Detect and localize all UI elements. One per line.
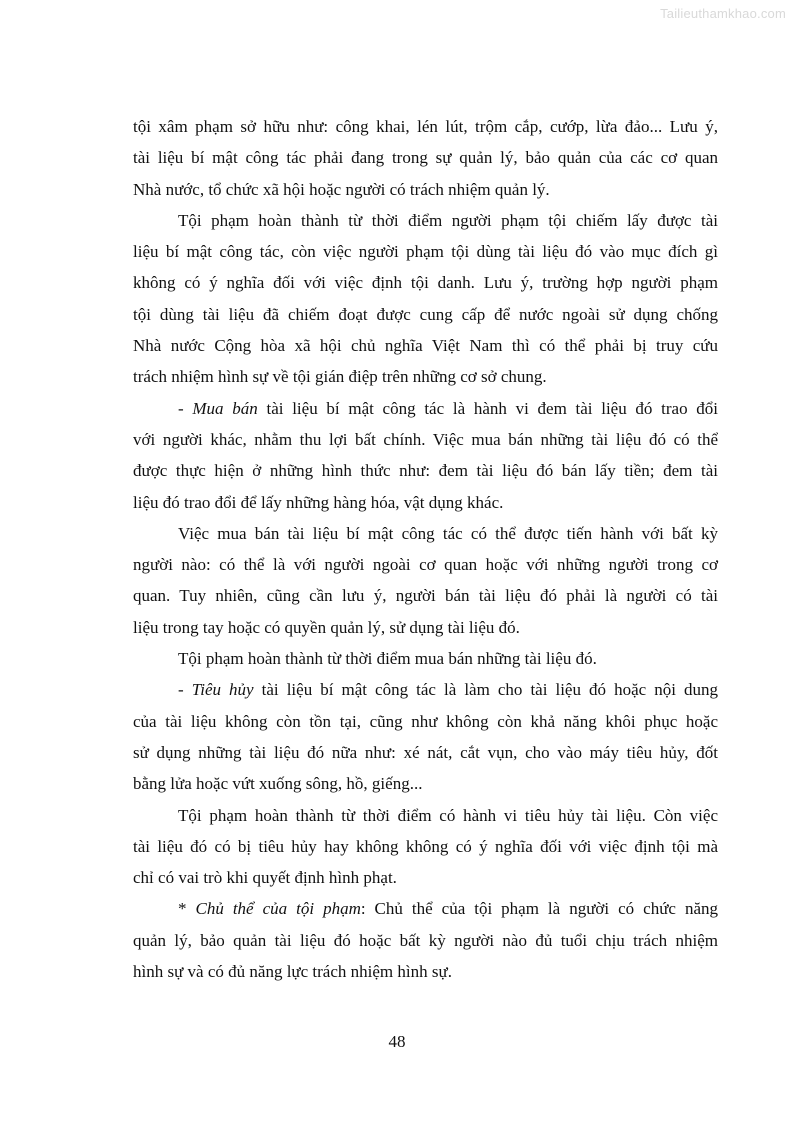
paragraph [133, 205, 718, 393]
text-line: tội dùng tài liệu đã chiếm đoạt được cung cấp để nước ngoài sử dụng chống [133, 304, 718, 324]
list-marker: * [178, 899, 196, 919]
text-line [133, 393, 718, 424]
paragraph [133, 111, 718, 205]
text-line: Tội phạm hoàn thành từ thời điểm người phạm tội chiếm lấy được tài [178, 210, 718, 230]
text-line: tội xâm phạm sở hữu như: công khai, lén lút, trộm cắp, cướp, lừa đảo... Lưu ý, [133, 117, 718, 136]
text-line: người nào: có thể là với người ngoài cơ quan hoặc với những người trong cơ [133, 555, 718, 575]
paragraph [133, 674, 718, 799]
text-line: tài liệu đó có bị tiêu hủy hay không không có ý nghĩa đối với việc định tội mà [133, 836, 718, 856]
text-line: quản lý, bảo quản tài liệu đó hoặc bất kỳ người nào đủ tuổi chịu trách nhiệm [133, 930, 718, 950]
text-fragment: tài liệu bí mật công tác là hành vi đem tài liệu đó trao đổi [257, 398, 719, 418]
text-line: liệu bí mật công tác, còn việc người phạm tội dùng tài liệu đó vào mục đích gì [133, 242, 718, 262]
text-line: hình sự và có đủ năng lực trách nhiệm hình sự. [133, 962, 452, 982]
watermark-text: Tailieuthamkhao.com [660, 6, 786, 21]
italic-term: Tiêu hủy [191, 680, 254, 700]
paragraph [133, 893, 718, 987]
text-line: Việc mua bán tài liệu bí mật công tác có thể được tiến hành với bất kỳ [178, 523, 718, 543]
text-line: Nhà nước, tổ chức xã hội hoặc người có trách nhiệm quản lý. [133, 179, 550, 199]
text-line: tài liệu bí mật công tác phải đang trong sự quản lý, bảo quản của các cơ quan [133, 148, 718, 168]
italic-term: Chủ thể của tội phạm [195, 899, 361, 919]
text-fragment: tài liệu bí mật công tác là làm cho tài liệu đó hoặc nội dung [253, 680, 718, 700]
text-line: quan. Tuy nhiên, cũng cần lưu ý, người bán tài liệu đó phải là người có tài [133, 586, 718, 606]
text-line: được thực hiện ở những hình thức như: đem tài liệu đó bán lấy tiền; đem tài [133, 461, 718, 481]
text-line: trách nhiệm hình sự về tội gián điệp trên những cơ sở chung. [133, 367, 547, 387]
list-marker: - [178, 398, 193, 418]
text-line: không có ý nghĩa đối với việc định tội danh. Lưu ý, trường hợp người phạm [133, 273, 718, 293]
document-body [133, 111, 718, 987]
text-line: bằng lửa hoặc vứt xuống sông, hồ, giếng... [133, 774, 423, 794]
paragraph [133, 393, 718, 518]
paragraph [133, 643, 718, 674]
text-line: Tội phạm hoàn thành từ thời điểm mua bán những tài liệu đó. [178, 649, 597, 669]
text-line: chỉ có vai trò khi quyết định hình phạt. [133, 868, 397, 888]
paragraph [133, 518, 718, 643]
text-line [133, 893, 718, 924]
text-line: Nhà nước Cộng hòa xã hội chủ nghĩa Việt Nam thì có thể phải bị truy cứu [133, 336, 718, 356]
text-line: của tài liệu không còn tồn tại, cũng như không còn khả năng khôi phục hoặc [133, 711, 718, 731]
page-number: 48 [388, 1032, 406, 1051]
text-line: với người khác, nhằm thu lợi bất chính. Việc mua bán những tài liệu đó có thể [133, 429, 718, 449]
text-fragment: : Chủ thể của tội phạm là người có chức năng [360, 899, 718, 919]
paragraph [133, 800, 718, 894]
text-line: liệu trong tay hoặc có quyền quản lý, sử dụng tài liệu đó. [133, 617, 520, 637]
italic-term: Mua bán [192, 398, 258, 418]
text-line: sử dụng những tài liệu đó nữa như: xé nát, cắt vụn, cho vào máy tiêu hủy, đốt [133, 742, 718, 762]
text-line: liệu đó trao đổi để lấy những hàng hóa, vật dụng khác. [133, 492, 504, 512]
list-marker: - [178, 680, 192, 700]
text-line [133, 674, 718, 705]
text-line: Tội phạm hoàn thành từ thời điểm có hành vi tiêu hủy tài liệu. Còn việc [178, 805, 718, 825]
